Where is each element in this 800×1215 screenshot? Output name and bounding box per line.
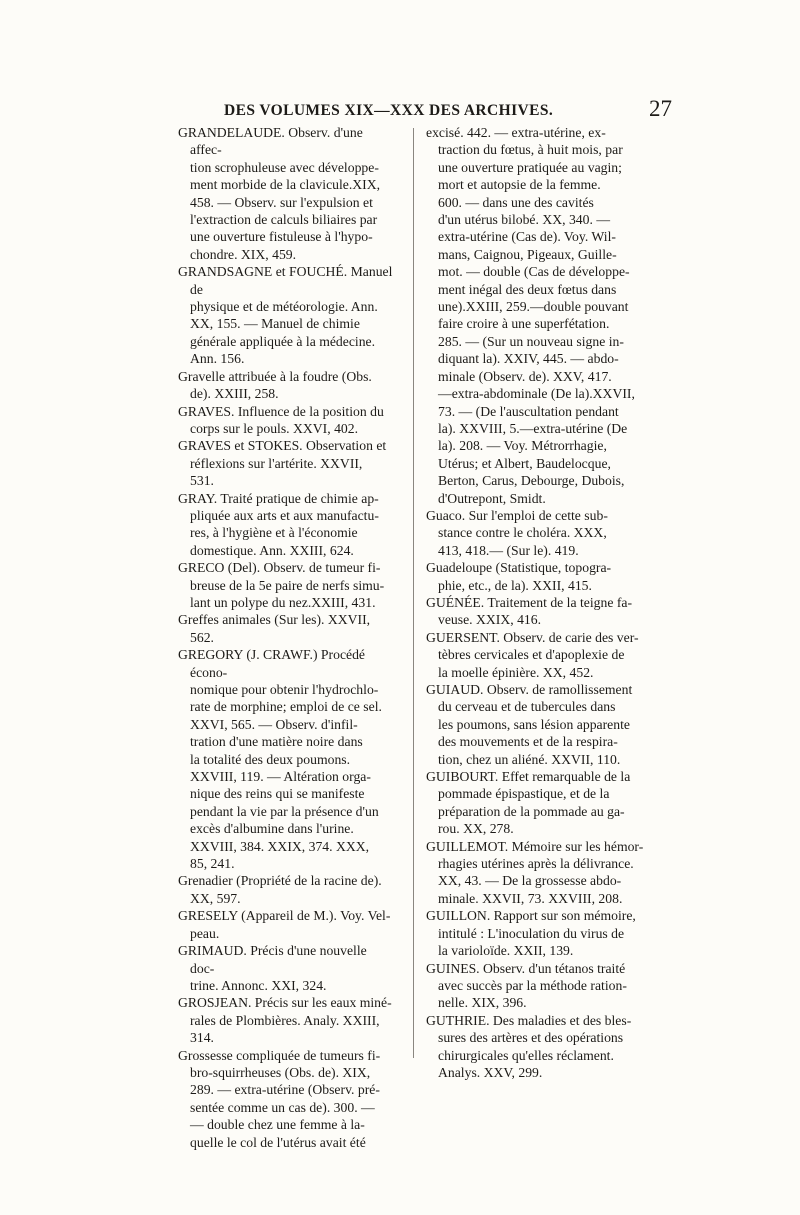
index-entry-text: excisé. 442. — extra-utérine, ex- traction du fœtus, à huit mois, par une ouverture pratiquée au vagin; mort et autopsie de la femme. 600. — dans une des cavités d'un utérus bilobé. XX, 340. — extra-utérine (Cas de). Voy. Wil- mans, Caignou, Pigeaux, Guille- mot. — double (Cas de développe- ment inégal des deux fœtus dans une).XXIII, 259.—double pouvant faire croire à une superfétation. 285. — (Sur un nouveau signe in- diquant la). XXIV, 445. — abdo- minale (Observ. de). XXV, 417. —extra-abdominale (De la).XXVII, 73. — (De l'auscultation pendant la). XXVIII, 5.—extra-utérine (De la). 208. — Voy. Métrorrhagie, Utérus; et Albert, Baudelocque, Berton, Carus, Debourge, Dubois, d'Outrepont, Smidt. [426, 125, 635, 506]
header-title: DES VOLUMES XIX—XXX DES ARCHIVES. [224, 102, 554, 119]
left-column [178, 124, 394, 1151]
index-entry-text: GUILLON. Rapport sur son mémoire, intitulé : L'inoculation du virus de la varioloïde. XXII, 139. [426, 908, 636, 959]
index-entry-text: GUTHRIE. Des maladies et des bles- sures des artères et des opérations chirurgicales qu'elles réclament. Analys. XXV, 299. [426, 1012, 632, 1080]
index-entry [426, 507, 674, 559]
index-entry [178, 368, 394, 403]
index-entry-text: Guaco. Sur l'emploi de cette sub- stance contre le choléra. XXX, 413, 418.— (Sur le). 419. [426, 507, 608, 558]
index-entry-text: Guadeloupe (Statistique, topogra- phie, etc., de la). XXII, 415. [426, 560, 612, 593]
right-column [426, 124, 674, 1081]
index-entry [426, 559, 674, 594]
index-entry-text: GUILLEMOT. Mémoire sur les hémor- rhagies utérines après la délivrance. XX, 43. — De la grossesse abdo- minale. XXVII, 73. XXVIII, 208. [426, 838, 644, 906]
index-entry [426, 960, 674, 1012]
index-entry [178, 490, 394, 560]
index-entry-text: GUINES. Observ. d'un tétanos traité avec succès par la méthode ration- nelle. XIX, 396. [426, 960, 627, 1011]
index-entry [178, 611, 394, 646]
index-entry [426, 1012, 674, 1082]
index-entry-text: GRESELY (Appareil de M.). Voy. Vel- peau. [178, 908, 391, 941]
index-entry-text: Gravelle attribuée à la foudre (Obs. de). XXIII, 258. [178, 368, 372, 402]
index-entry [178, 403, 394, 438]
index-entry-text: GRANDELAUDE. Observ. d'une affec- tion scrophuleuse avec développe- ment morbide de la clavicule.XIX, 458. — Observ. sur l'expulsion et l'extraction de calculs biliaires par une ouverture fistuleuse à l'hypo- chondre. XIX, 459. [178, 125, 381, 262]
index-entry-text: Grossesse compliquée de tumeurs fi- bro-squirrheuses (Obs. de). XIX, 289. — extra-utérine (Observ. pré- sentée comme un cas de). 300. — — double chez une femme à la- quelle le col de l'utérus avait été [178, 1047, 381, 1150]
index-entry [426, 124, 674, 507]
index-entry [178, 263, 394, 367]
index-entry-text: GREGORY (J. CRAWF.) Procédé écono- nomique pour obtenir l'hydrochlo- rate de morphine; emploi de ce sel. XXVI, 565. — Observ. d'infil- tration d'une matière noire dans la totalité des deux poumons. XXVIII, 119. — Altération orga- nique des reins qui se manifeste pendant la vie par la présence d'un excès d'albumine dans l'urine. XXVIII, 384. XXIX, 374. XXX, 85, 241. [178, 647, 382, 872]
index-entry-text: GRANDSAGNE et FOUCHÉ. Manuel de physique et de météorologie. Ann. XX, 155. — Manuel de chimie générale appliquée à la médecine. Ann. 156. [178, 264, 393, 367]
index-entry [178, 907, 394, 942]
index-entry-text: GRIMAUD. Précis d'une nouvelle doc- trine. Annonc. XXI, 324. [178, 943, 367, 993]
index-entry [426, 838, 674, 908]
column-rule [413, 128, 414, 1058]
index-entry [178, 559, 394, 611]
index-entry [426, 907, 674, 959]
index-entry [178, 1047, 394, 1151]
index-entry [178, 872, 394, 907]
index-entry-text: GRAVES. Influence de la position du corps sur le pouls. XXVI, 402. [178, 403, 384, 436]
index-entry-text: GUÉNÉE. Traitement de la teigne fa- veuse. XXIX, 416. [426, 594, 633, 628]
index-entry [178, 994, 394, 1046]
index-entry-text: GUERSENT. Observ. de carie des ver- tèbres cervicales et d'apoplexie de la moelle épinière. XX, 452. [426, 629, 639, 680]
page-number: 27 [649, 96, 672, 121]
index-entry-text: GRECO (Del). Observ. de tumeur fi- breuse de la 5e paire de nerfs simu- lant un polype du nez.XXIII, 431. [178, 560, 385, 610]
index-entry-text: GUIBOURT. Effet remarquable de la pommade épispastique, et de la préparation de la pommade au ga- rou. XX, 278. [426, 769, 631, 837]
index-entry [426, 629, 674, 681]
index-entry [426, 594, 674, 629]
index-entry [178, 437, 394, 489]
index-entry [178, 942, 394, 994]
index-entry [178, 124, 394, 263]
index-entry-text: GRAY. Traité pratique de chimie ap- pliquée aux arts et aux manufactu- res, à l'hygiène et à l'économie domestique. Ann. XXIII, 624. [178, 490, 379, 558]
index-entry-text: Greffes animales (Sur les). XXVII, 562. [178, 612, 371, 645]
index-entry [426, 681, 674, 768]
index-entry [426, 768, 674, 838]
index-entry [178, 646, 394, 872]
index-entry-text: GUIAUD. Observ. de ramollissement du cerveau et de tubercules dans les poumons, sans lésion apparente des mouvements et de la respira- tion, chez un aliéné. XXVII, 110. [426, 682, 633, 767]
index-entry-text: GROSJEAN. Précis sur les eaux miné- rales de Plombières. Analy. XXIII, 314. [178, 995, 392, 1046]
index-entry-text: GRAVES et STOKES. Observation et réflexions sur l'artérite. XXVII, 531. [178, 438, 387, 489]
index-entry-text: Grenadier (Propriété de la racine de). XX, 597. [178, 873, 382, 906]
